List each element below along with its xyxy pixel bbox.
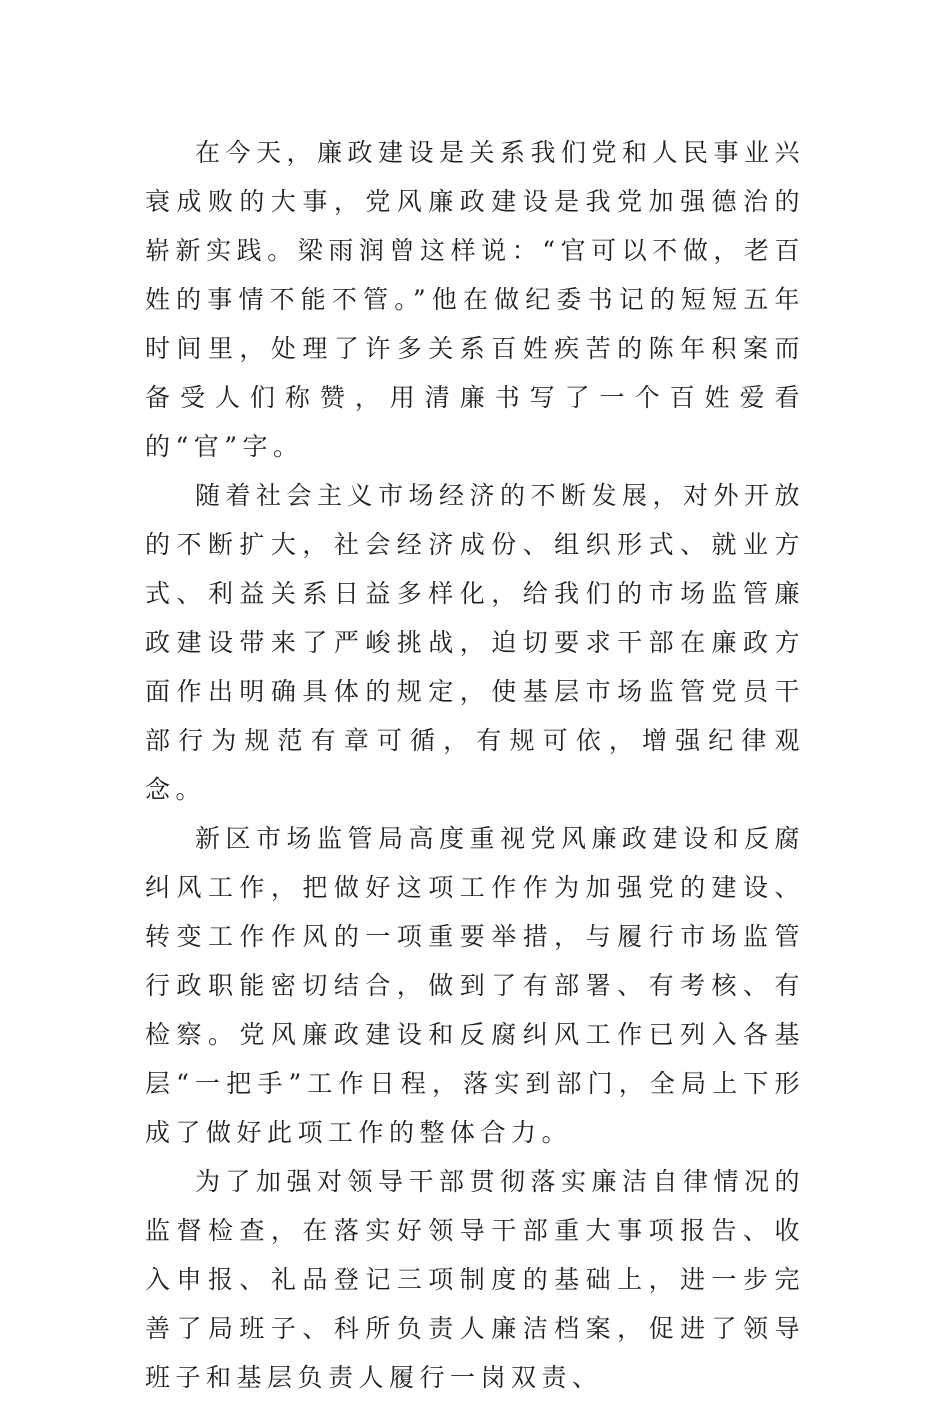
paragraph-2: 随着社会主义市场经济的不断发展，对外开放的不断扩大，社会经济成份、组织形式、就业方式、利益关系日益多样化，给我们的市场监管廉政建设带来了严峻挑战，迫切要求干部在廉政方面作出明确具体的规定，使基层市场监管党员干部行为规范有章可循，有规可依，增强纪律观念。 (145, 481, 806, 804)
paragraph-3: 新区市场监管局高度重视党风廉政建设和反腐纠风工作，把做好这项工作作为加强党的建设、转变工作作风的一项重要举措，与履行市场监管行政职能密切结合，做到了有部署、有考核、有检察。党风廉政建设和反腐纠风工作已列入各基层“一把手”工作日程，落实到部门，全局上下形成了做好此项工作的整体合力。 (145, 824, 806, 1147)
paragraph-1: 在今天，廉政建设是关系我们党和人民事业兴衰成败的大事，党风廉政建设是我党加强德治的崭新实践。梁雨润曾这样说：“官可以不做，老百姓的事情不能不管。”他在做纪委书记的短短五年时间里，处理了许多关系百姓疾苦的陈年积案而备受人们称赞，用清廉书写了一个百姓爱看的“官”字。 (145, 138, 806, 461)
paragraph-4: 为了加强对领导干部贯彻落实廉洁自律情况的监督检查，在落实好领导干部重大事项报告、收入申报、礼品登记三项制度的基础上，进一步完善了局班子、科所负责人廉洁档案，促进了领导班子和基层负责人履行一岗双责、 (145, 1167, 806, 1392)
document-body (145, 128, 805, 1402)
